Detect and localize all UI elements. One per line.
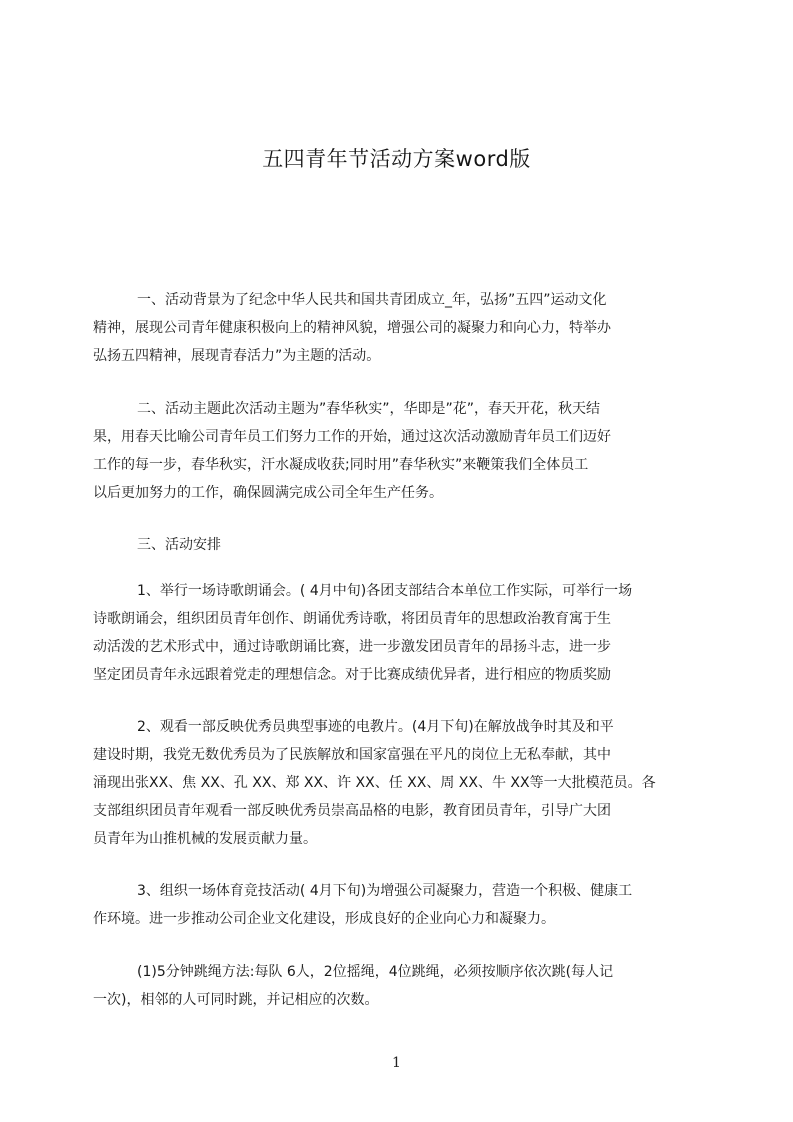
- paragraph-line: 2、观看一部反映优秀员典型事迹的电教片。(4月下旬)在解放战争时其及和平: [137, 719, 614, 735]
- paragraph-line: 动活泼的艺术形式中，通过诗歌朗诵比赛，进一步激发团员青年的昂扬斗志，进一步: [93, 639, 611, 655]
- paragraph-film-viewing: [93, 713, 705, 853]
- paragraph-arrangement-heading: [93, 531, 705, 559]
- paragraph-line: 建设时期，我党无数优秀员为了民族解放和国家富强在平凡的岗位上无私奉献，其中: [93, 747, 611, 763]
- section-heading: 三、活动安排: [137, 537, 221, 553]
- paragraph-jump-rope: [93, 958, 705, 1014]
- paragraph-line: 诗歌朗诵会，组织团员青年创作、朗诵优秀诗歌，将团员青年的思想政治教育寓于生: [93, 611, 611, 627]
- paragraph-line: 涌现出张XX、焦 XX、孔 XX、郑 XX、许 XX、任 XX、周 XX、牛 XX等一大批模范员。各: [93, 775, 656, 791]
- paragraph-line: 坚定团员青年永远跟着党走的理想信念。对于比赛成绩优异者，进行相应的物质奖励: [93, 667, 611, 683]
- paragraph-theme: [93, 395, 705, 507]
- paragraph-line: 员青年为山推机械的发展贡献力量。: [93, 831, 317, 847]
- paragraph-line: 3、组织一场体育竞技活动( 4月下旬)为增强公司凝聚力，营造一个积极、健康工: [137, 883, 633, 899]
- paragraph-line: 一、活动背景为了纪念中华人民共和国共青团成立_年，弘扬”五四”运动文化: [137, 292, 607, 308]
- page-number: 1: [392, 1055, 401, 1071]
- paragraph-line: 精神，展现公司青年健康积极向上的精神风貌，增强公司的凝聚力和向心力，特举办: [93, 320, 611, 336]
- paragraph-line: 二、活动主题此次活动主题为”春华秋实”，华即是”花”，春天开花，秋天结: [137, 401, 601, 417]
- paragraph-line: 工作的每一步，春华秋实，汗水凝成收获;同时用”春华秋实”来鞭策我们全体员工: [93, 457, 589, 473]
- paragraph-line: 作环境。进一步推动公司企业文化建设，形成良好的企业向心力和凝聚力。: [93, 911, 555, 927]
- paragraph-background: [93, 286, 705, 370]
- paragraph-line: 支部组织团员青年观看一部反映优秀员崇高品格的电影，教育团员青年，引导广大团: [93, 803, 611, 819]
- paragraph-line: 果，用春天比喻公司青年员工们努力工作的开始，通过这次活动激励青年员工们迈好: [93, 429, 611, 445]
- document-title: 五四青年节活动方案word版: [262, 147, 531, 171]
- paragraph-sports-competition: [93, 877, 705, 933]
- paragraph-line: (1)5分钟跳绳方法:每队 6人，2位摇绳，4位跳绳，必须按顺序依次跳(每人记: [137, 964, 614, 980]
- paragraph-line: 以后更加努力的工作，确保圆满完成公司全年生产任务。: [93, 485, 443, 501]
- paragraph-line: 一次)，相邻的人可同时跳，并记相应的次数。: [93, 992, 379, 1008]
- paragraph-poetry-recital: [93, 577, 705, 689]
- paragraph-line: 1、举行一场诗歌朗诵会。( 4月中旬)各团支部结合本单位工作实际，可举行一场: [137, 583, 633, 599]
- paragraph-line: 弘扬五四精神，展现青春活力”为主题的活动。: [93, 348, 381, 364]
